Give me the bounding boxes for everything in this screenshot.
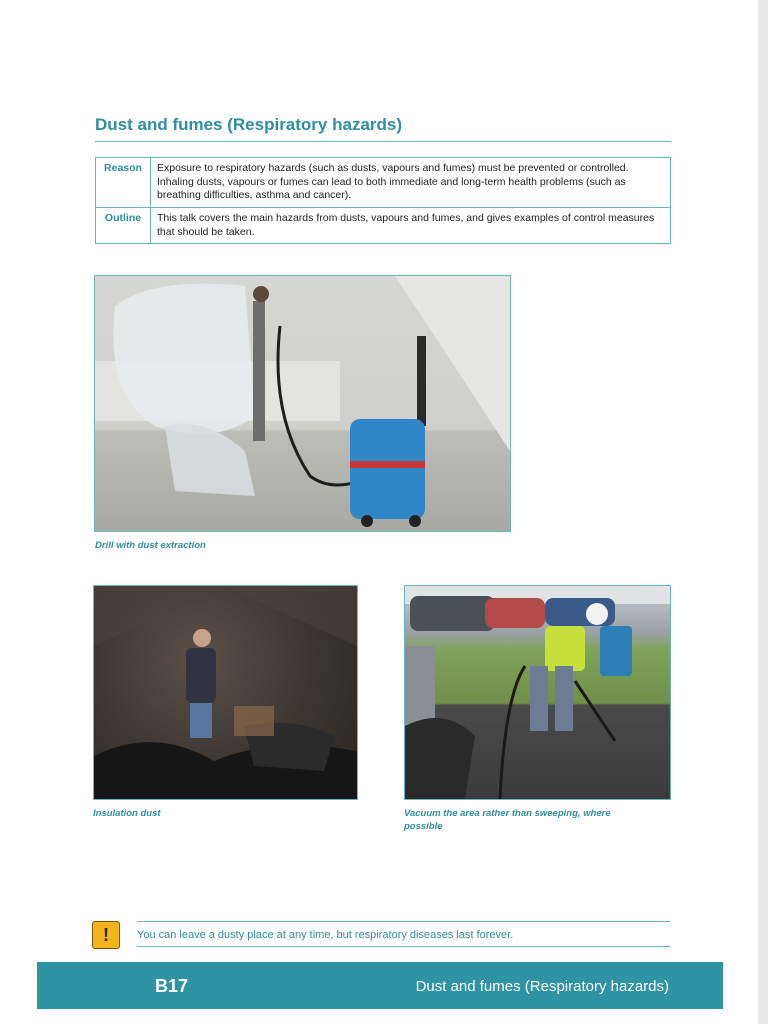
footer-code: B17 [155,976,189,996]
caption-drill: Drill with dust extraction [95,540,206,551]
reason-label: Reason [96,158,151,208]
outline-label: Outline [96,207,151,243]
table-row [96,207,671,243]
footer-title: Dust and fumes (Respiratory hazards) [415,978,669,995]
tip-text: You can leave a dusty place at any time, but respiratory diseases last forever. [137,921,670,947]
photo-insulation-illustration [94,586,357,799]
page-title: Dust and fumes (Respiratory hazards) [95,115,671,142]
photo-vacuum-area [404,585,671,800]
photo-drill-illustration [95,276,510,531]
footer-bar [37,962,723,1009]
outline-text: This talk covers the main hazards from dusts, vapours and fumes, and gives examples of control measures that should be taken. [151,207,671,243]
photo-vacuum-illustration [405,586,670,799]
photo-drill-dust-extraction [94,275,511,532]
warning-exclamation-icon: ! [92,921,120,949]
photo-insulation-dust [93,585,358,800]
page-edge [758,0,768,1024]
caption-vacuum: Vacuum the area rather than sweeping, where possible [404,808,611,832]
table-row [96,158,671,208]
info-table [95,157,671,244]
caption-insulation: Insulation dust [93,808,161,819]
reason-text: Exposure to respiratory hazards (such as dusts, vapours and fumes) must be prevented or controlled. Inhaling dusts, vapours or fumes can lead to both immediate and long-term health problems (such as breathing difficulties, asthma and cancer). [151,158,671,208]
